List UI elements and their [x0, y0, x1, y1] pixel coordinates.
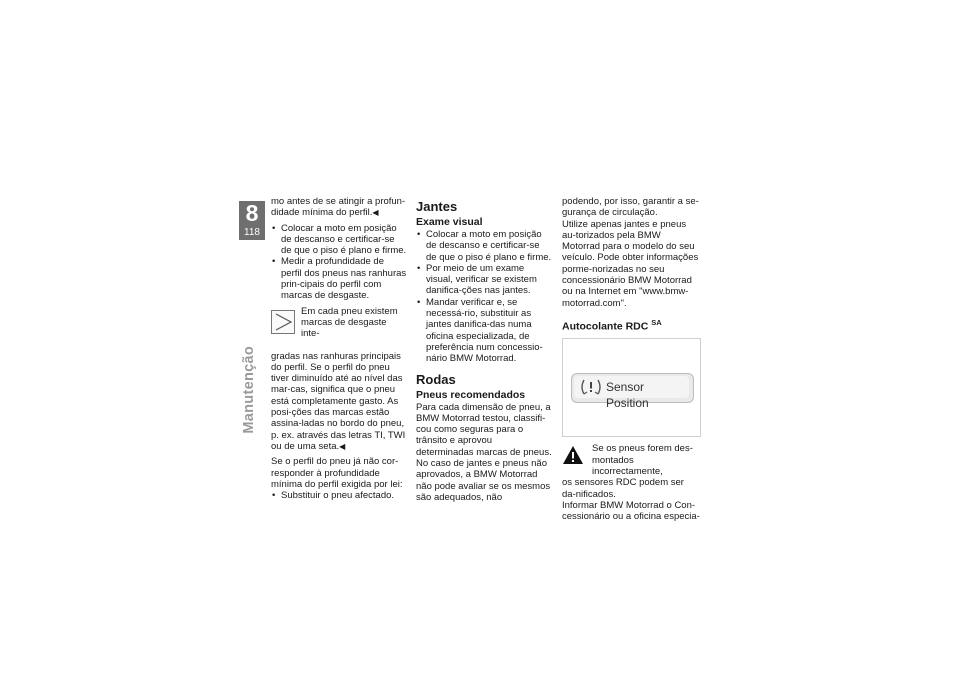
warning-note — [562, 443, 700, 499]
hint-lead: Em cada pneu existem marcas de desgaste inte- — [301, 305, 398, 340]
warning-triangle-icon — [562, 445, 584, 465]
paragraph: Utilize apenas jantes e pneus au-torizados pela BMW Motorrad para o modelo do seu veículo. Pode obter informações porme-norizadas no seu concessionário BMW Motorrad ou na Internet em "www.bmw-motorrad.com". — [562, 218, 699, 309]
column-1 — [271, 196, 407, 501]
display-text: Sensor Position — [606, 380, 649, 411]
list-item: • Medir a profundidade de perfil dos pneus nas ranhuras prin-cipais do perfil com marcas de desgaste. — [271, 256, 407, 301]
warning-body: os sensores RDC podem ser da-nificados. — [562, 477, 684, 500]
paragraph: Para cada dimensão de pneu, a BMW Motorrad testou, classifi-cou como seguras para o trânsito e aprovou determinadas marcas de pneus. No caso de jantes e pneus não aprovados, a BMW Motorrad não pode avaliar se os mesmos são adequados, não — [416, 401, 552, 503]
list-item: • Colocar a moto em posição de descanso e certificar-se de que o piso é plano e firme. — [416, 229, 552, 263]
heading-rodas: Rodas — [416, 371, 456, 387]
list-item: • Mandar verificar e, se necessá-rio, substituir as jantes danifica-das numa oficina especializada, de preferência num concessio-nário BMW Motorrad. — [416, 297, 552, 365]
page-number: 118 — [244, 227, 260, 238]
hint-triangle-icon — [271, 310, 295, 334]
warning-lead: Se os pneus forem des-montados incorrectamente, — [592, 443, 693, 478]
tire-pressure-warning-icon — [578, 378, 604, 396]
heading-exame-visual: Exame visual — [416, 216, 483, 228]
sa-superscript: SA — [651, 317, 662, 327]
list-item: • Por meio de um exame visual, verificar se existem danifica-ções nas jantes. — [416, 263, 552, 297]
heading-autocolante-rdc: Autocolante RDC $^{SA}$ — [562, 317, 662, 333]
chapter-tab — [239, 201, 265, 240]
list-item: • Substituir o pneu afectado. — [271, 490, 407, 501]
column-3 — [562, 196, 700, 523]
hint-body: gradas nas ranhuras principais do perfil. Se o perfil do pneu tiver diminuído até ao nível das mar-cas, significa que o pneu está completamente gasto. As posi-ções das marcas estão assina-ladas no bordo do pneu, p. ex. através das letras TI, TWI ou de uma seta.◀ — [271, 350, 406, 452]
rdc-sticker-figure — [562, 338, 701, 437]
paragraph: podendo, por isso, garantir a se-gurança de circulação. — [562, 196, 699, 219]
paragraph: Informar BMW Motorrad o Con-cessionário ou a oficina especia- — [562, 499, 700, 523]
intro-text: mo antes de se atingir a profun-didade mínima do perfil.◀ — [271, 196, 406, 219]
section-label: Manutenção — [241, 346, 257, 434]
hint-note — [271, 306, 407, 453]
end-mark-icon: ◀ — [372, 208, 379, 218]
sensor-position-display — [571, 373, 694, 411]
heading-pneus-recomendados: Pneus recomendados — [416, 388, 526, 401]
column-2 — [416, 196, 552, 503]
paragraph: Se o perfil do pneu já não cor-responder à profundidade mínima do perfil exigida por lei: — [271, 456, 403, 490]
list-item: • Colocar a moto em posição de descanso e certificar-se de que o piso é plano e firme. — [271, 223, 407, 257]
chapter-number: 8 — [245, 200, 259, 226]
end-mark-icon: ◀ — [339, 441, 346, 451]
heading-jantes: Jantes — [416, 199, 458, 214]
